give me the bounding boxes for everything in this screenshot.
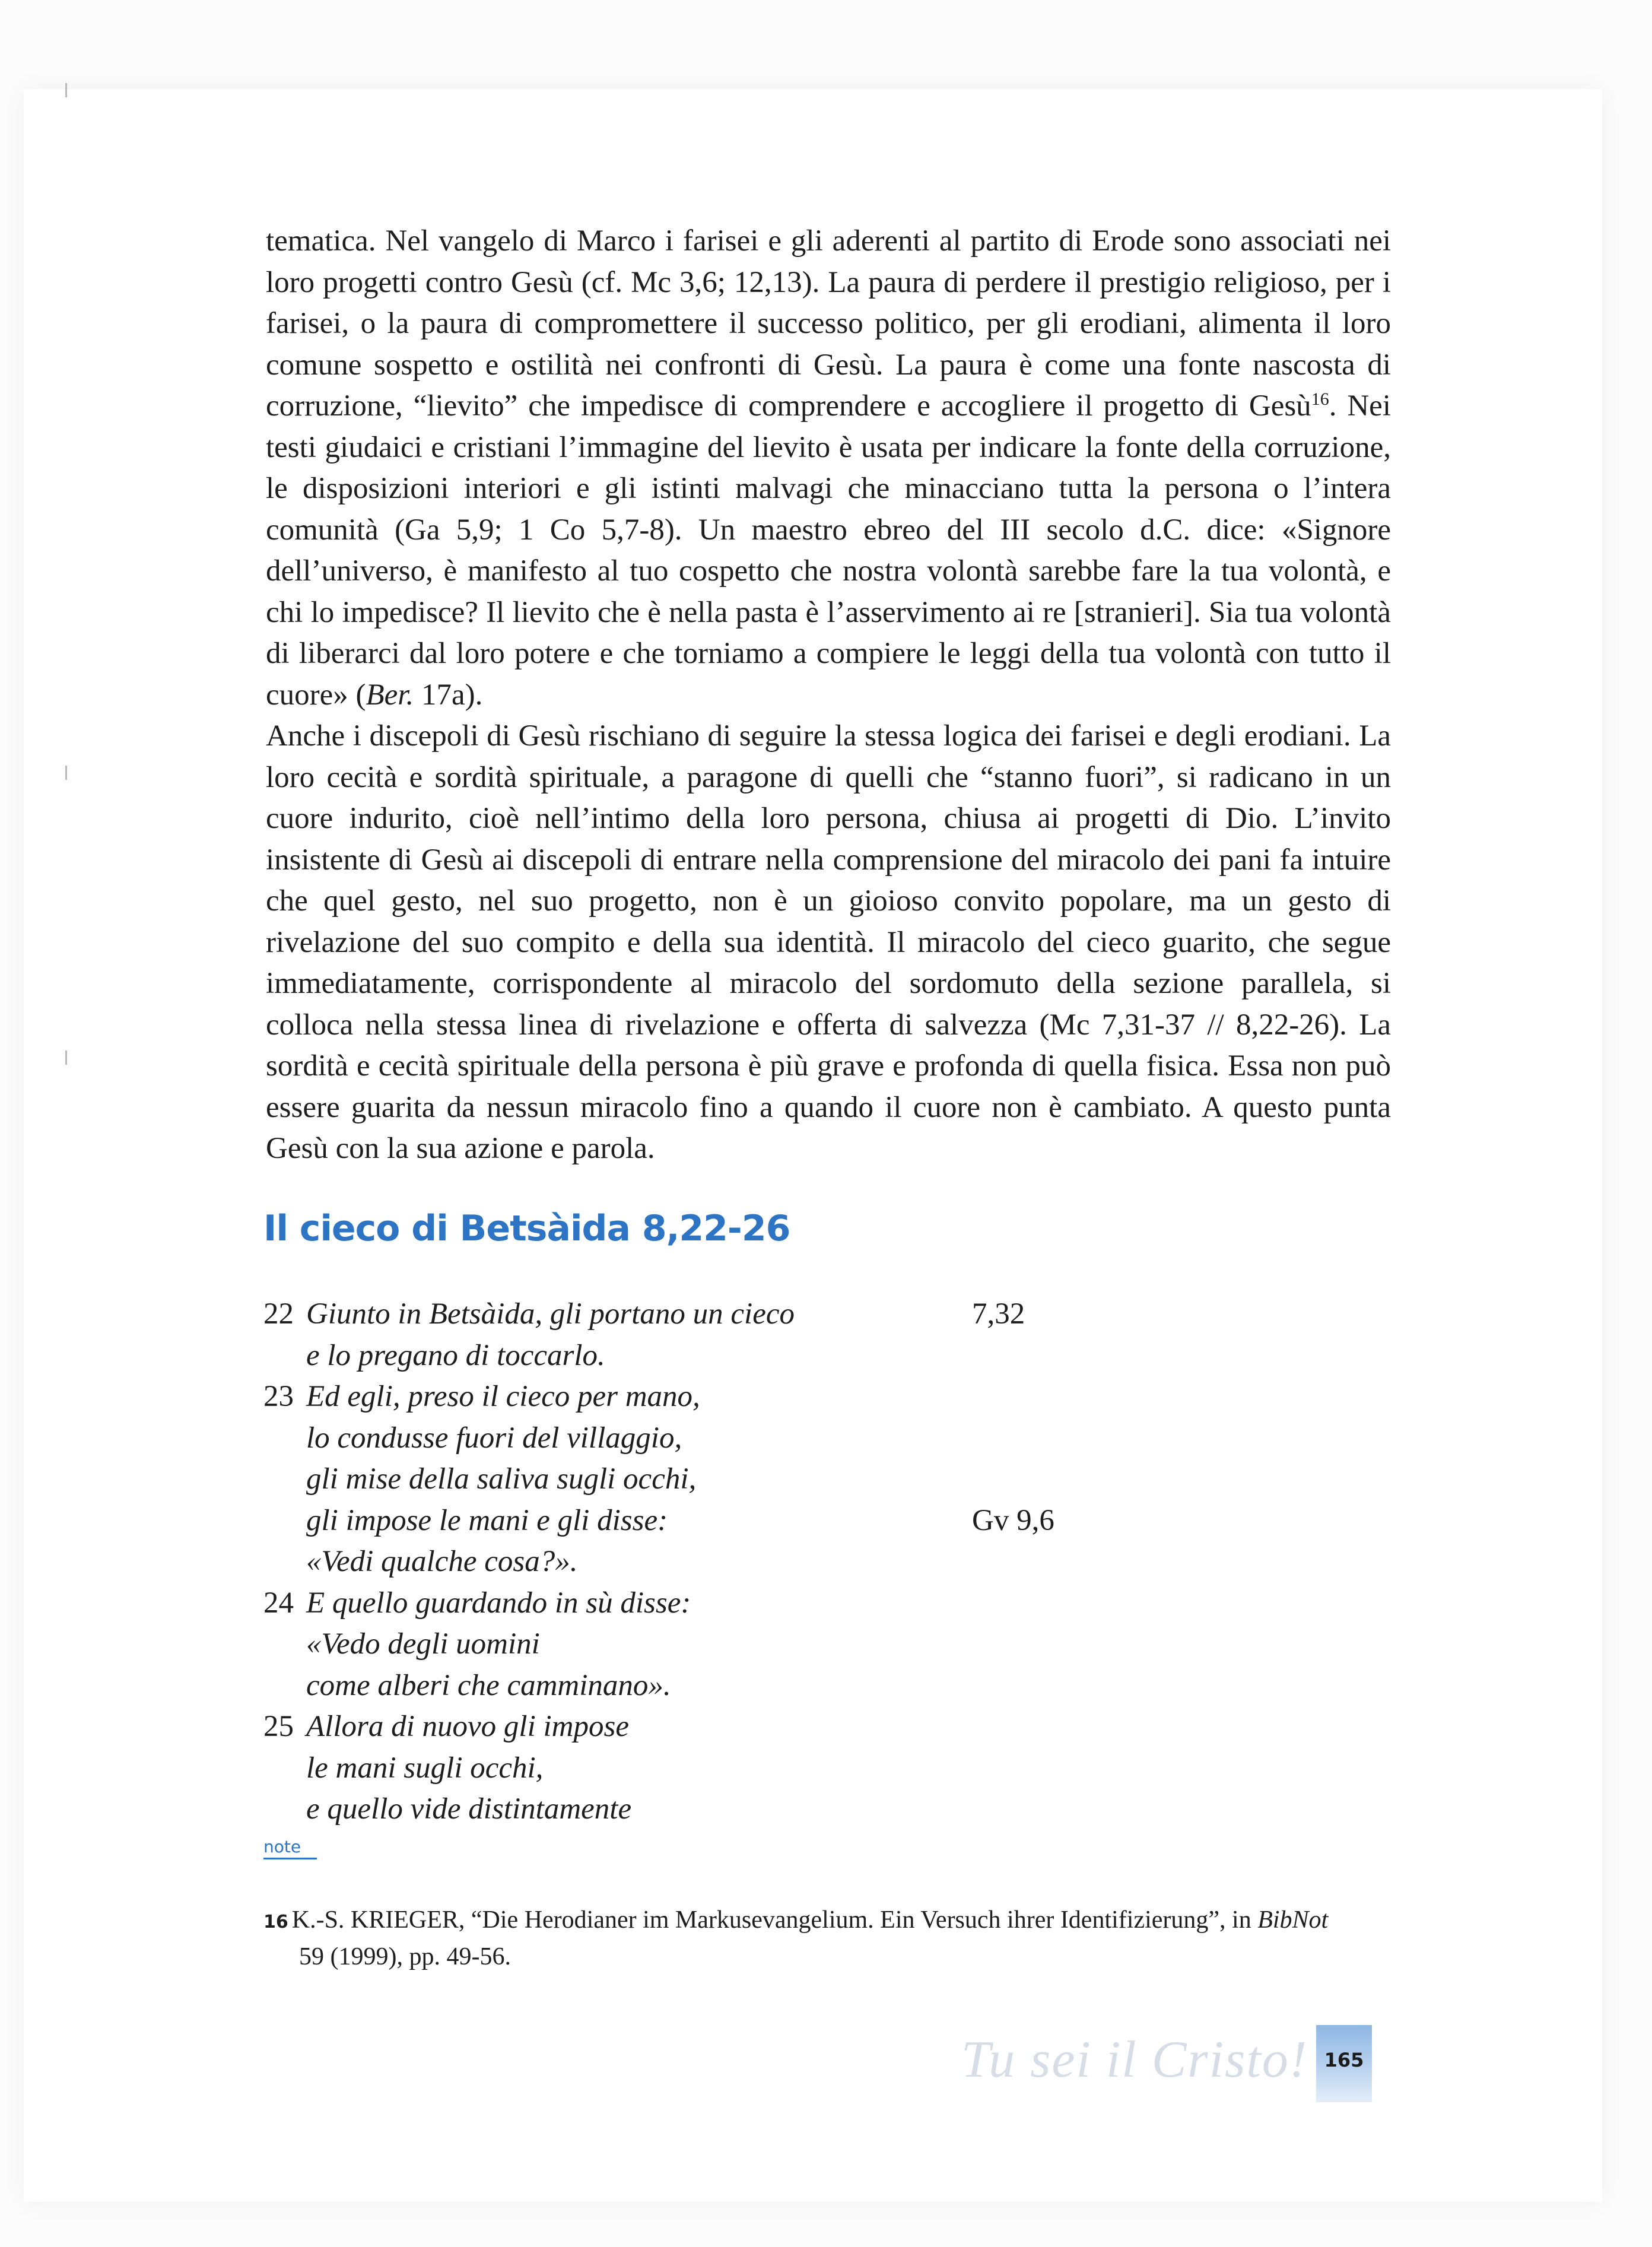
binding-mark — [65, 1050, 73, 1065]
verse-number: 23 — [263, 1380, 294, 1413]
verse-line — [263, 1376, 1094, 1418]
paragraph — [266, 221, 1391, 716]
verse-text: e quello vide distintamente — [306, 1792, 632, 1826]
cross-reference: 7,32 — [972, 1297, 1025, 1331]
verse-text: E quello guardando in sù disse: — [306, 1586, 691, 1620]
footnote-text: 59 (1999), pp. 49-56. — [299, 1943, 511, 1970]
paragraph-text: . Nei testi giudaici e cristiani l’immagine del lievito è usata per indicare la fonte della corruzione, le disposizioni interiori e gli istinti malvagi che minacciano tutta la persona o l’intera comunità (Ga 5,9; 1 Co 5,7-8). Un maestro ebreo del III secolo d.C. dice: «Signore dell’universo, è manifesto al tuo cospetto che nostra volontà sarebbe fare la tua volontà, e chi lo impedisce? Il lievito che è nella pasta è l’asservimento ai re [stranieri]. Sia tua volontà di liberarci dal loro potere e che torniamo a compiere le leggi della tua volontà con tutto il cuore» ( — [266, 389, 1391, 712]
verse-text: gli mise della saliva sugli occhi, — [306, 1462, 697, 1496]
footnote-journal: BibNot — [1257, 1906, 1329, 1934]
verse-text: «Vedi qualche cosa?». — [306, 1545, 578, 1578]
binding-mark — [65, 766, 73, 780]
verse-text: lo condusse fuori del villaggio, — [306, 1421, 682, 1455]
paragraph: Anche i discepoli di Gesù rischiano di seguire la stessa logica dei farisei e degli erodiani. La loro cecità e sordità spirituale, a paragone di quelli che “stanno fuori”, si radicano in un cuore indurito, cioè nell’intimo della loro persona, chiusa ai progetti di Dio. L’invito insistente di Gesù ai discepoli di entrare nella comprensione del miracolo dei pani fa intuire che quel gesto, nel suo progetto, non è un gioioso convito popolare, ma un gesto di rivelazione del suo compito e della sua identità. Il miracolo del cieco guarito, che segue immediatamente, corrispondente al miracolo del sordomuto della sezione parallela, si colloca nella stessa linea di rivelazione e offerta di salvezza (Mc 7,31-37 // 8,22-26). La sordità e cecità spirituale della persona è più grave e profonda di quella fisica. Essa non può essere guarita da nessun miracolo fino a quando il cuore non è cambiato. A questo punta Gesù con la sua azione e parola. — [266, 719, 1391, 1165]
verse-line — [263, 1418, 1094, 1459]
verse-line — [263, 1583, 1094, 1624]
verse-line — [263, 1541, 1094, 1583]
verse-number: 22 — [263, 1297, 294, 1331]
notes-label: note — [263, 1837, 301, 1856]
section-title: Il cieco di Betsàida 8,22-26 — [263, 1208, 790, 1249]
verse-text: gli impose le mani e gli disse: — [306, 1503, 668, 1537]
verse-line — [263, 1459, 1094, 1500]
verse-number: 25 — [263, 1710, 294, 1743]
footnote — [263, 1903, 1391, 1974]
verse-text: Ed egli, preso il cieco per mano, — [306, 1380, 700, 1413]
verse-list — [263, 1294, 1094, 1830]
binding-mark — [65, 83, 73, 97]
body-text — [266, 221, 1391, 1170]
notes-divider — [263, 1858, 317, 1859]
verse-text: le mani sugli occhi, — [306, 1751, 544, 1785]
verse-line — [263, 1665, 1094, 1707]
verse-line — [263, 1706, 1094, 1748]
page-number: 165 — [1324, 2049, 1364, 2071]
paragraph-text: tematica. Nel vangelo di Marco i farisei e gli aderenti al partito di Erode sono associati nei loro progetti contro Gesù (cf. Mc 3,6; 12,13). La paura di perdere il prestigio religioso, per i farisei, o la paura di compromettere il successo politico, per gli erodiani, alimenta il loro comune sospetto e ostilità nei confronti di Gesù. La paura è come una fonte nascosta di corruzione, “lievito” che impedisce di comprendere e accogliere il progetto di Gesù — [266, 224, 1391, 423]
verse-text: «Vedo degli uomini — [306, 1627, 540, 1661]
footnote-text: K.-S. KRIEGER, “Die Herodianer im Markusevangelium. Ein Versuch ihrer Identifizierung”, in — [291, 1906, 1258, 1934]
cross-reference: Gv 9,6 — [972, 1503, 1054, 1537]
verse-line — [263, 1789, 1094, 1830]
verse-number: 24 — [263, 1586, 294, 1620]
verse-line — [263, 1500, 1094, 1542]
verse-line — [263, 1294, 1094, 1335]
paragraph-text: 17a). — [414, 678, 483, 712]
footnote-reference[interactable]: 16 — [1311, 389, 1329, 409]
verse-text: Allora di nuovo gli impose — [306, 1710, 629, 1743]
verse-line — [263, 1748, 1094, 1789]
verse-text: come alberi che camminano». — [306, 1668, 671, 1702]
page-number-box — [1316, 2025, 1372, 2102]
verse-line — [263, 1335, 1094, 1377]
citation: Ber. — [366, 678, 414, 712]
verse-text: e lo pregano di toccarlo. — [306, 1338, 605, 1372]
running-title: Tu sei il Cristo! — [961, 2031, 1308, 2089]
verse-text: Giunto in Betsàida, gli portano un cieco — [306, 1297, 795, 1331]
verse-line — [263, 1624, 1094, 1665]
footnote-number: 16 — [263, 1912, 288, 1932]
